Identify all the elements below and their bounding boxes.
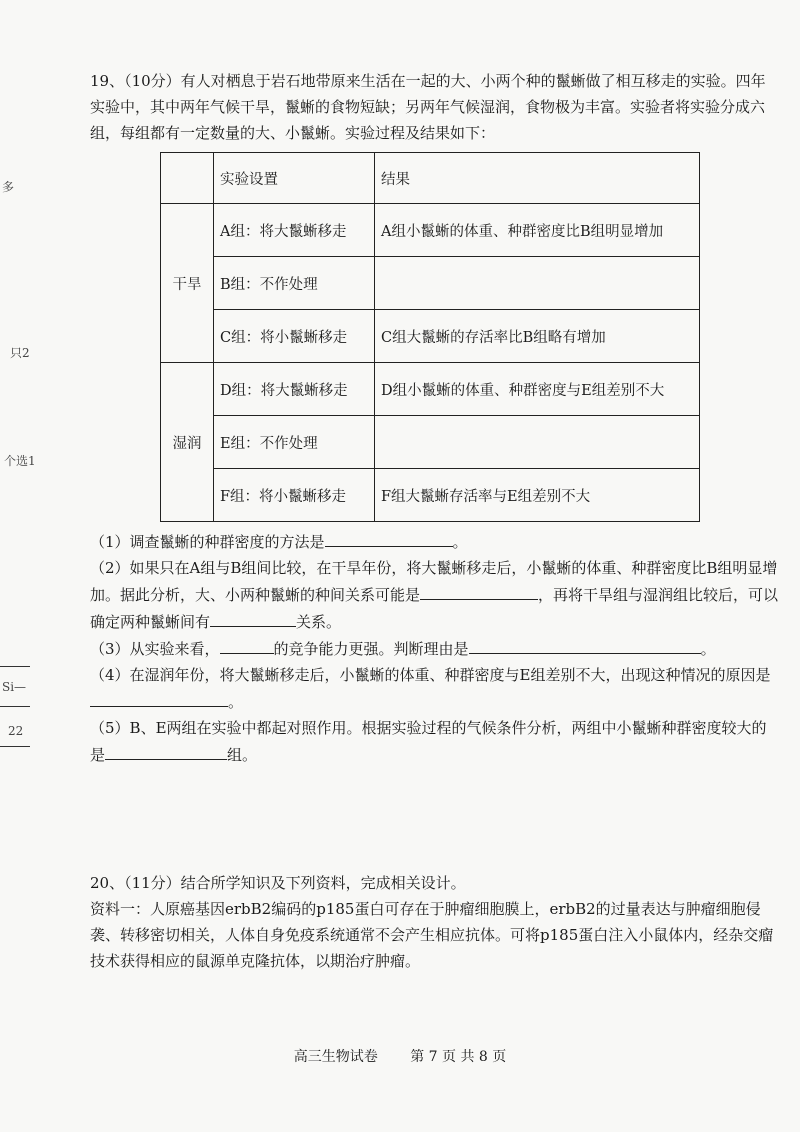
group-label-drought: 干旱 <box>161 204 214 363</box>
margin-mark: 多 <box>2 180 15 194</box>
q19-intro: 19、（10分）有人对栖息于岩石地带原来生活在一起的大、小两个种的鬣蜥做了相互移走的实验。四年实验中，其中两年气候干旱，鬣蜥的食物短缺；另两年气候湿润，食物极为丰富。实验者将实验分成六组，每组都有一定数量的大、小鬣蜥。实验过程及结果如下： <box>90 72 766 142</box>
table-row <box>161 310 700 363</box>
setup-cell: B组：不作处理 <box>214 257 375 310</box>
result-cell <box>375 257 700 310</box>
margin-rule <box>0 706 30 707</box>
table-header-cell: 实验设置 <box>214 153 375 204</box>
q19-sub4 <box>90 662 780 715</box>
question-20 <box>90 870 780 974</box>
margin-mark: 只2 <box>10 346 30 360</box>
page-footer <box>0 1046 800 1066</box>
margin-mark: Si— <box>2 680 27 694</box>
setup-cell: D组：将大鬣蜥移走 <box>214 363 375 416</box>
table-header-row <box>161 153 700 204</box>
table-row <box>161 363 700 416</box>
answer-blank[interactable] <box>220 635 274 654</box>
setup-cell: F组：将小鬣蜥移走 <box>214 469 375 522</box>
sub3-text-a: （3）从实验来看， <box>90 640 220 658</box>
table-row <box>161 204 700 257</box>
result-cell: D组小鬣蜥的体重、种群密度与E组差别不大 <box>375 363 700 416</box>
setup-cell: A组：将大鬣蜥移走 <box>214 204 375 257</box>
sub2-text-c: 关系。 <box>296 613 342 631</box>
table-header-cell <box>161 153 214 204</box>
table-row <box>161 469 700 522</box>
sub2-text-a: （2）如果只在A组与B组间比较，在干旱年份，将大鬣蜥移走后，小鬣蜥的体重、种群密度比B组明显增加。据此分析，大、小两种鬣蜥的种间关系可能是 <box>90 559 778 604</box>
table-row <box>161 416 700 469</box>
answer-blank[interactable] <box>469 635 701 654</box>
answer-blank[interactable] <box>420 581 538 600</box>
result-cell <box>375 416 700 469</box>
q19-sub5 <box>90 715 780 768</box>
result-cell: F组大鬣蜥存活率与E组差别不大 <box>375 469 700 522</box>
margin-mark: 个选1 <box>4 454 36 468</box>
sub3-text-b: 的竞争能力更强。判断理由是 <box>273 640 469 658</box>
answer-blank[interactable] <box>325 528 453 547</box>
setup-cell: C组：将小鬣蜥移走 <box>214 310 375 363</box>
margin-mark: 22 <box>8 724 24 738</box>
table-header-cell: 结果 <box>375 153 700 204</box>
table-row <box>161 257 700 310</box>
footer-page-number: 第 7 页 共 8 页 <box>410 1049 507 1065</box>
answer-blank[interactable] <box>210 608 296 627</box>
sub2-text-b: ，再将干旱组与湿润组比较后，可以确定两种鬣蜥间有 <box>90 586 779 631</box>
sub4-text-b: 。 <box>228 693 244 711</box>
margin-rule <box>0 746 30 747</box>
sub5-text-b: 组。 <box>227 746 258 764</box>
setup-cell: E组：不作处理 <box>214 416 375 469</box>
sub1-end: 。 <box>452 533 468 551</box>
margin-rule <box>0 666 30 667</box>
sub3-text-c: 。 <box>700 640 716 658</box>
result-cell: A组小鬣蜥的体重、种群密度比B组明显增加 <box>375 204 700 257</box>
experiment-table <box>160 152 700 522</box>
question-19 <box>90 68 780 768</box>
footer-subject: 高三生物试卷 <box>293 1049 378 1065</box>
q19-sub3 <box>90 635 780 662</box>
sub4-text-a: （4）在湿润年份，将大鬣蜥移走后，小鬣蜥的体重、种群密度与E组差别不大，出现这种情况的原因是 <box>90 666 771 684</box>
q19-sub2 <box>90 555 780 635</box>
q20-material: 资料一：人原癌基因erbB2编码的p185蛋白可存在于肿瘤细胞膜上，erbB2的过量表达与肿瘤细胞侵袭、转移密切相关，人体自身免疫系统通常不会产生相应抗体。可将p185蛋白注入小鼠体内，经杂交瘤技术获得相应的鼠源单克隆抗体，以期治疗肿瘤。 <box>90 900 774 970</box>
sub5-text-a: （5）B、E两组在实验中都起对照作用。根据实验过程的气候条件分析，两组中小鬣蜥种群密度较大的是 <box>90 719 767 764</box>
group-label-humid: 湿润 <box>161 363 214 522</box>
result-cell: C组大鬣蜥的存活率比B组略有增加 <box>375 310 700 363</box>
q20-title: 20、（11分）结合所学知识及下列资料，完成相关设计。 <box>90 874 466 892</box>
answer-blank[interactable] <box>90 688 228 707</box>
q19-sub1 <box>90 528 780 555</box>
sub1-text: （1）调查鬣蜥的种群密度的方法是 <box>90 533 325 551</box>
answer-blank[interactable] <box>105 741 227 760</box>
